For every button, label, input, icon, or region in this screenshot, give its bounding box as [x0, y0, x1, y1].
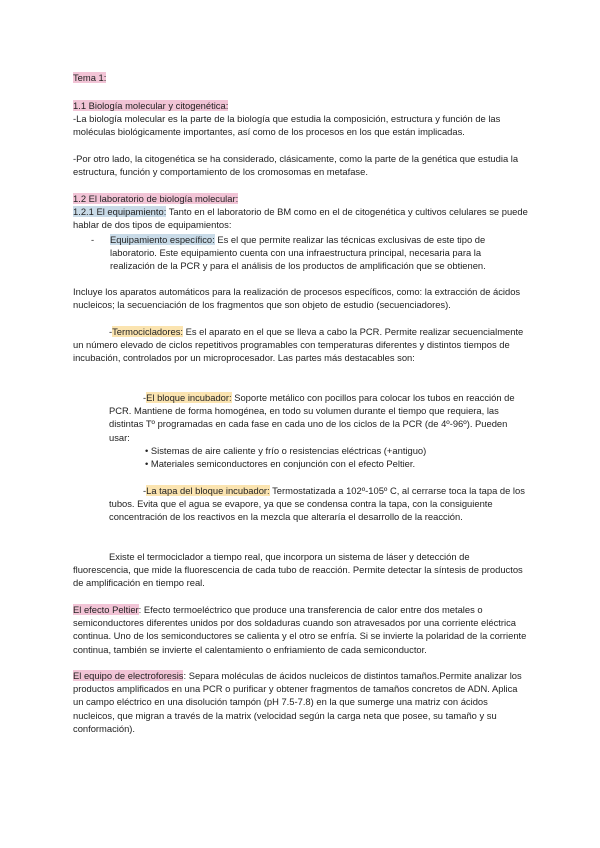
tiempo-real-paragraph: Existe el termociclador a tiempo real, que incorpora un sistema de láser y detección de fluorescencia, que mide la fluorescencia de cada tubo de reacción. Permite detectar la síntesis de productos de amplificación en tiempo real. [73, 551, 523, 589]
section-1-1-paragraph-2: -Por otro lado, la citogenética se ha considerado, clásicamente, como la parte de la genética que estudia la estructura, función y comportamiento de los cromosomas en metafase. [73, 153, 519, 178]
section-1-2-heading: 1.2 El laboratorio de biología molecular: [73, 193, 239, 204]
incluye-paragraph: Incluye los aparatos automáticos para la realización de procesos específicos, como: la extracción de ácidos nucleicos; la secuenciación de los fragmentos que son objeto de estudio (secuenciadores). [73, 286, 521, 311]
bloque-incubador-list [145, 444, 528, 470]
efecto-peltier-label: El efecto Peltier [73, 604, 139, 615]
electroforesis-paragraph: El equipo de electroforesis: Separa moléculas de ácidos nucleicos de distintos tamaños.Permite analizar los productos amplificados en una PCR o purificar y obtener fragmentos de tamaños concretos de ADN. Aplica un campo eléctrico en una disolución tampón (pH 7.5-7.8) en la que sumerge una matriz con ácidos nucleicos, que migran a través de la matrix (velocidad según la carga neta que posee, su tamaño y su conformación). [73, 670, 522, 734]
tapa-bloque-label: La tapa del bloque incubador: [146, 485, 270, 496]
bullet-marker: - [91, 234, 95, 245]
list-item: • Materiales semiconductores en conjunción con el efecto Peltier. [145, 458, 416, 470]
section-1-1-paragraph-1: -La biología molecular es la parte de la biología que estudia la composición, estructura y función de las moléculas biológicamente importantes, así como de los procesos en los que están implicadas. [73, 113, 501, 138]
equipamiento-especifico-label: Equipamiento específico: [110, 234, 215, 245]
tapa-bloque-paragraph: -La tapa del bloque incubador: Termostatizada a 102º-105º C, al cerrarse toca la tapa de los tubos. Evita que el agua se evapore, ya que se condensa contra la tapa, con la consiguiente concentración de los reactivos en la mezcla que alteraría el desarrollo de la reacción. [109, 485, 525, 523]
bloque-incubador-paragraph: -El bloque incubador: Soporte metálico con pocillos para colocar los tubos en reacción de PCR. Mantiene de forma homogénea, en todo su volumen durante el tiempo que requiera, las distintas Tº programadas en cada fase en cada uno de los ciclos de la PCR (de 4º-96º). Pueden usar: [109, 392, 515, 443]
equipamiento-paragraph: 1.2.1 El equipamiento: Tanto en el laboratorio de BM como en el de citogenética y cultivos celulares se puede hablar de dos tipos de equipamientos: [73, 206, 528, 231]
bloque-incubador-label: El bloque incubador: [146, 392, 232, 403]
termocicladores-label: Termocicladores: [112, 326, 183, 337]
equipamiento-label: 1.2.1 El equipamiento: [73, 206, 167, 217]
efecto-peltier-paragraph: El efecto Peltier: Efecto termoeléctrico que produce una transferencia de calor entre dos metales o semiconductores diferentes unidos por dos soldaduras cuando son atravesados por una corriente eléctrica continua. Uno de los semiconductores se calienta y el otro se enfría. Si se invierte la polaridad de la corriente continua, también se invierte el calentamiento o enfriamiento de cada semiconductor. [73, 604, 527, 655]
list-item: • Sistemas de aire caliente y frío o resistencias eléctricas (+antiguo) [145, 445, 427, 456]
section-1-1-heading: 1.1 Biología molecular y citogenética: [73, 100, 229, 111]
termocicladores-paragraph: -Termocicladores: Es el aparato en el que se lleva a cabo la PCR. Permite realizar secuencialmente un número elevado de ciclos repetitivos programables con temperaturas diferentes y distintos tiempos de incubación, controlados por un microprocesador. Las partes más destacables son: [73, 326, 524, 364]
electroforesis-label: El equipo de electroforesis [73, 670, 184, 681]
tema-title: Tema 1: [73, 72, 107, 83]
equipamiento-especifico-paragraph: Equipamiento específico: Es el que permite realizar las técnicas exclusivas de este tipo de laboratorio. Este equipamiento cuenta con una infraestructura principal, necesaria para la realización de la PCR y para el análisis de los productos de amplificación que se obtienen. [110, 234, 486, 272]
